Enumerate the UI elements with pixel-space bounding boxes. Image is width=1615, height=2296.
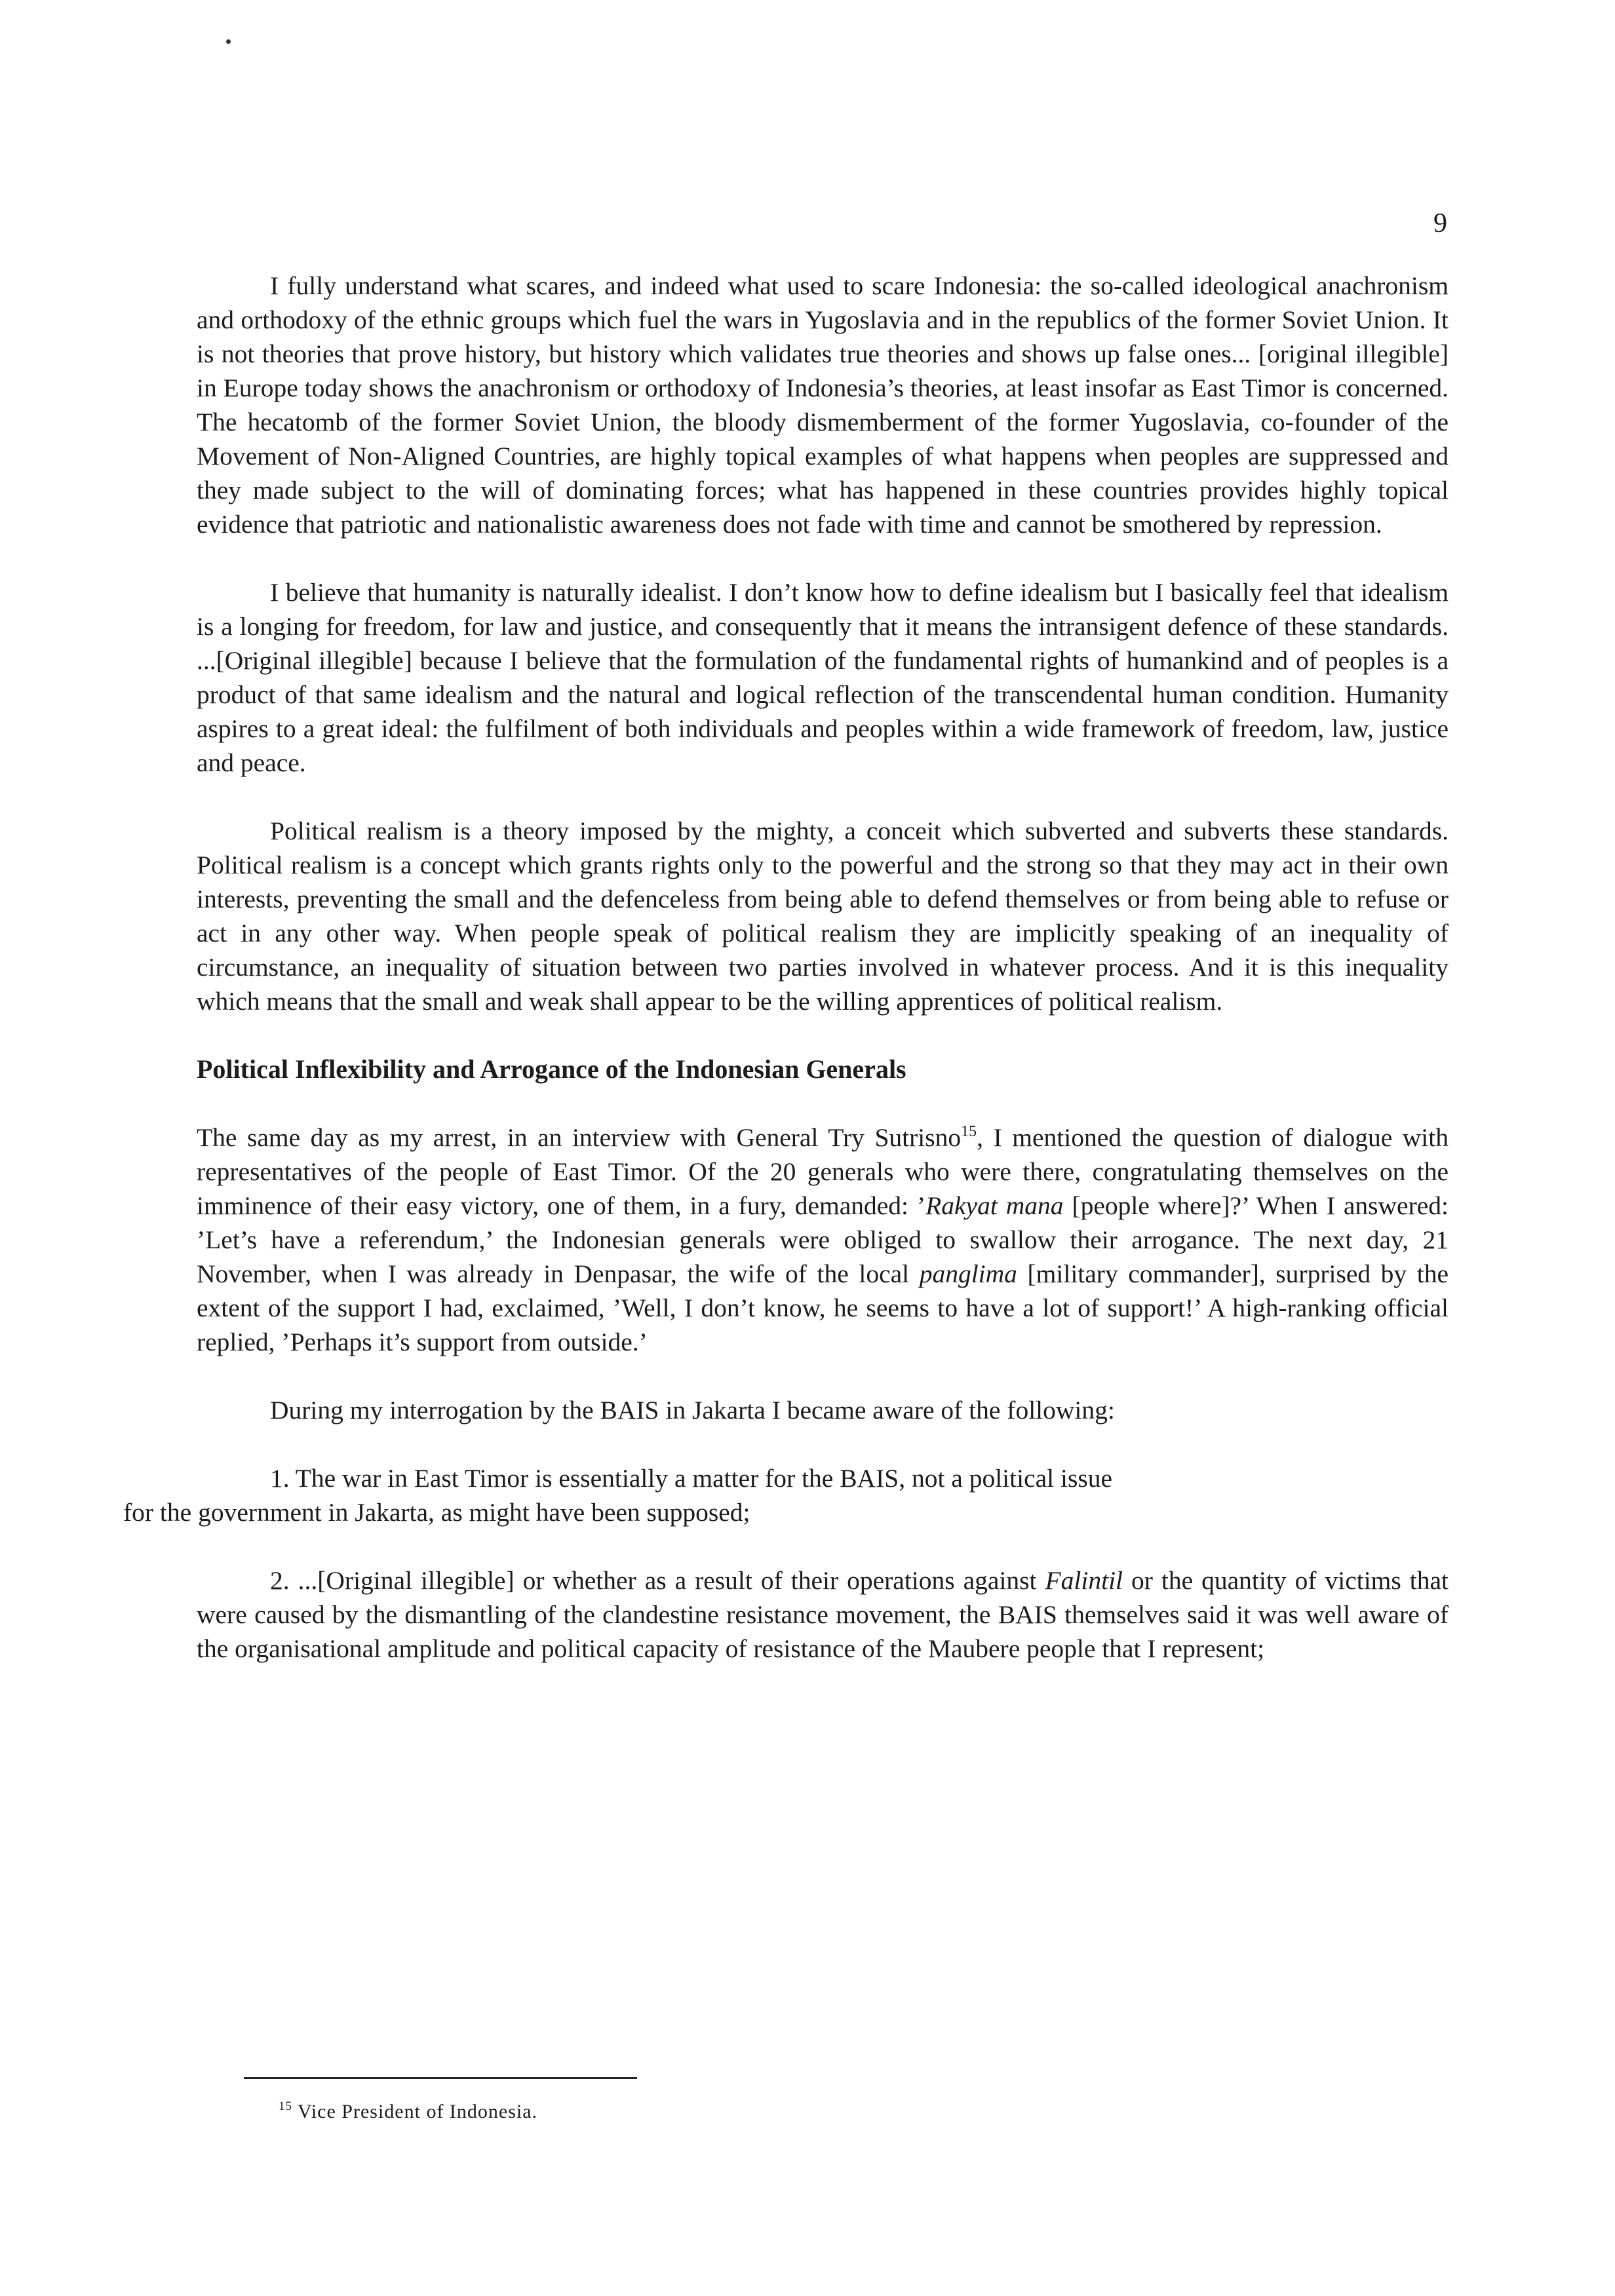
- footnote: [279, 2101, 537, 2123]
- paragraph-political-realism: Political realism is a theory imposed by the mighty, a conceit which subverted and subverts these standards. Political realism is a concept which grants rights only to the powerful and the strong so that they may act in their own interests, preventing the small and the defenceless from being able to defend themselves or from being able to refuse or act in any other way. When people speak of political realism they are implicitly speaking of an inequality of circumstance, an inequality of situation between two parties involved in whatever process. And it is this inequality which means that the small and weak shall appear to be the willing apprentices of political realism.: [197, 816, 1449, 1016]
- footnote-number: 15: [279, 2099, 292, 2113]
- footnote-text: Vice President of Indonesia.: [292, 2101, 538, 2122]
- paragraph-arrest: The same day as my arrest, in an interview with General Try Sutrisno$^{15}$, I mentioned the question of dialogue with representatives of the people of East Timor. Of the 20 generals who were there, congratulating themselves on the imminence of their easy victory, one of them, in a fury, demanded: ’Rakyat mana [people where]?’ When I answered: ’Let’s have a referendum,’ the Indonesian generals were obliged to swallow their arrogance. The next day, 21 November, when I was already in Denpasar, the wife of the local panglima [military commander], surprised by the extent of the support I had, exclaimed, ’Well, I don’t know, he seems to have a lot of support!’ A high-ranking official replied, ’Perhaps it’s support from outside.’: [197, 1123, 1449, 1356]
- paragraph-idealism: I believe that humanity is naturally idealist. I don’t know how to define idealism but I basically feel that idealism is a longing for freedom, for law and justice, and consequently that it means the intransigent defence of these standards. ...[Original illegible] because I believe that the formulation of the fundamental rights of humankind and of peoples is a product of that same idealism and the natural and logical reflection of the transcendental human condition. Humanity aspires to a great ideal: the fulfilment of both individuals and peoples within a wide framework of freedom, law, justice and peace.: [197, 578, 1449, 777]
- footnote-divider: [244, 2077, 637, 2079]
- footnote-reference: 15: [961, 1123, 977, 1140]
- paragraph-ideological-anachronism: I fully understand what scares, and indeed what used to scare Indonesia: the so-called ideological anachronism and orthodoxy of the ethnic groups which fuel the wars in Yugoslavia and in the republics of the former Soviet Union. It is not theories that prove history, but history which validates true theories and shows up false ones... [original illegible] in Europe today shows the anachronism or orthodoxy of Indonesia’s theories, at least insofar as East Timor is concerned. The hecatomb of the former Soviet Union, the bloody dismemberment of the former Yugoslavia, co-founder of the Movement of Non-Aligned Countries, are highly topical examples of what happens when peoples are suppressed and they made subject to the will of dominating forces; what has happened in these countries provides highly topical evidence that patriotic and nationalistic awareness does not fade with time and cannot be smothered by repression.: [197, 271, 1449, 539]
- section-heading: Political Inflexibility and Arrogance of the Indonesian Generals: [197, 1054, 906, 1084]
- paragraph-interrogation-intro: During my interrogation by the BAIS in Jakarta I became aware of the following:: [270, 1396, 1115, 1425]
- list-item-2: 2. ...[Original illegible] or whether as a result of their operations against Falintil or the quantity of victims that were caused by the dismantling of the clandestine resistance movement, the BAIS themselves said it was well aware of the organisational amplitude and political capacity of resistance of the Maubere people that I represent;: [197, 1566, 1449, 1663]
- list-item-1: 1. The war in East Timor is essentially a matter for the BAIS, not a political issue for the government in Jakarta, as might have been supposed;: [123, 1464, 1113, 1527]
- body-text: [123, 269, 1449, 1700]
- scan-speck: [226, 39, 231, 44]
- page-number: 9: [1433, 208, 1447, 239]
